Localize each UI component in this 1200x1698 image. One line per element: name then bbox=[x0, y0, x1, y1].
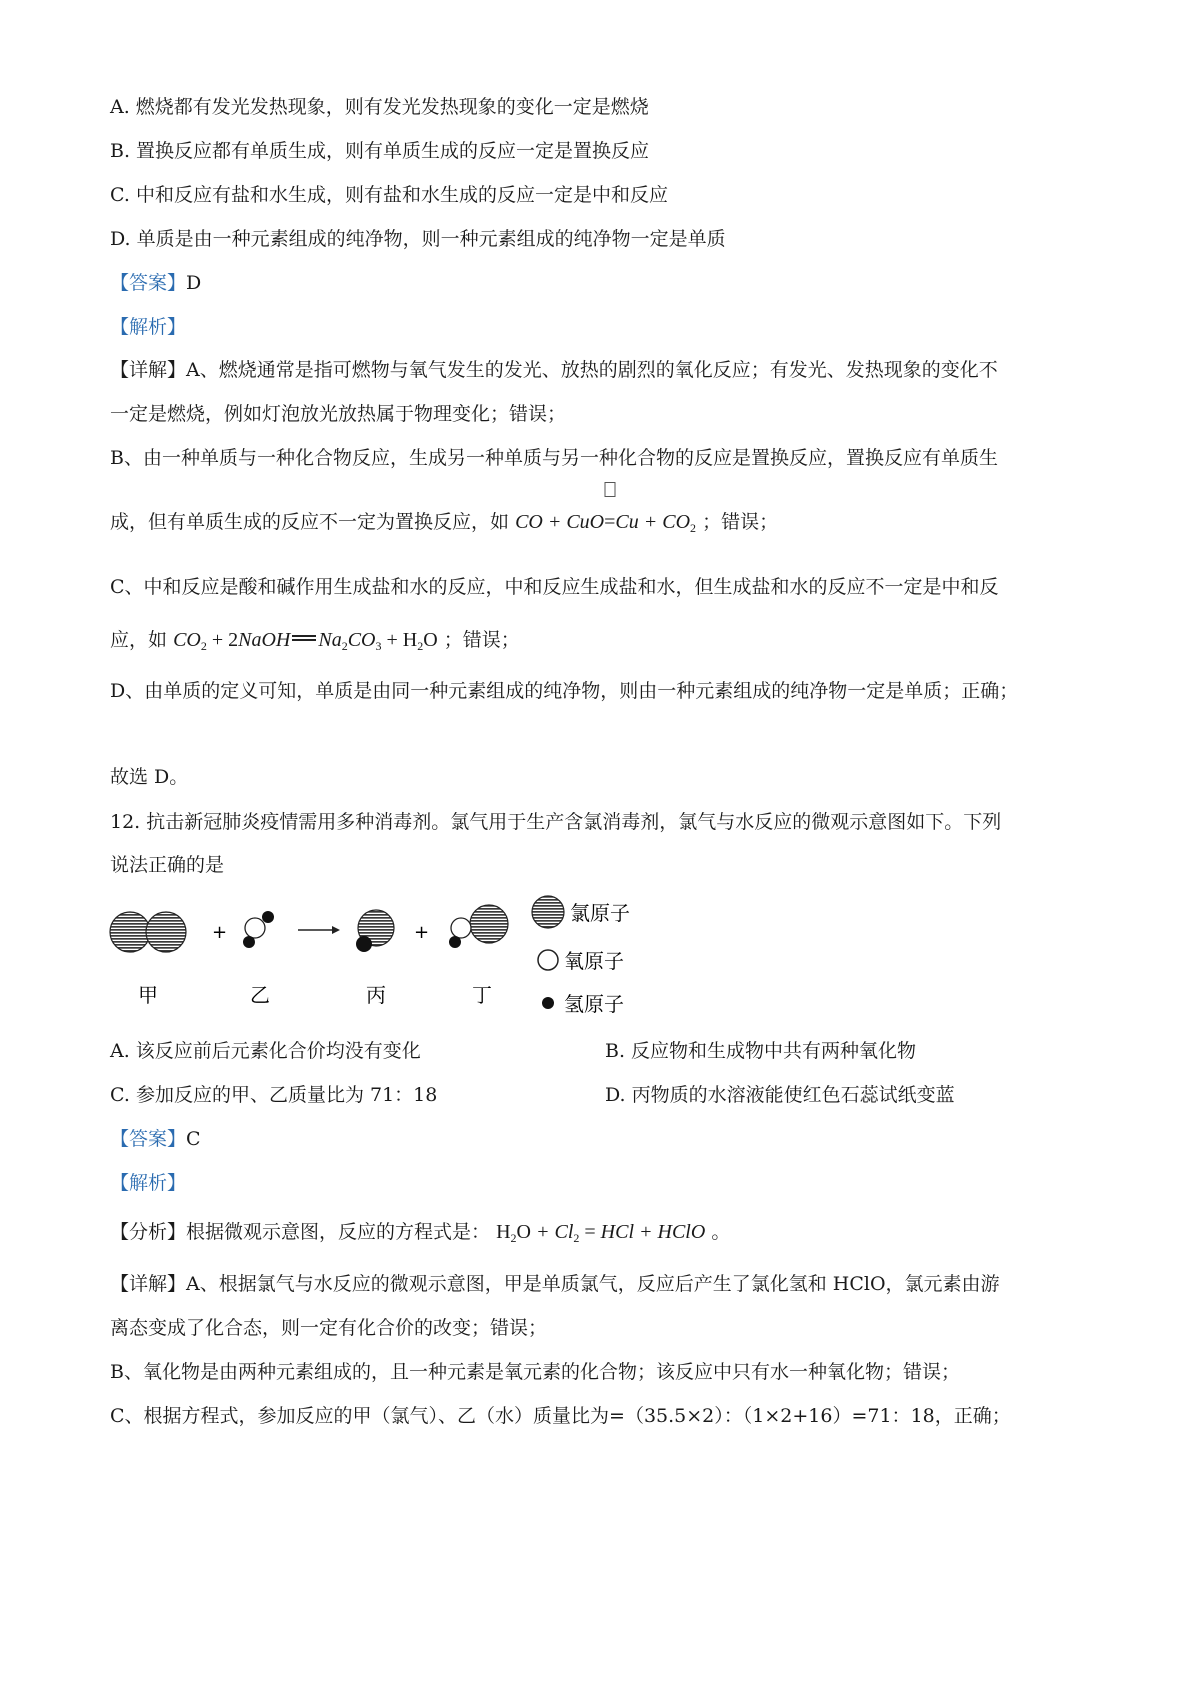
q11-detail-c-pre: 应，如 bbox=[110, 629, 168, 651]
q12-option-c: C. 参加反应的甲、乙质量比为 71：18 bbox=[110, 1084, 438, 1106]
molecule-jia bbox=[110, 912, 186, 952]
q12-answer-line bbox=[110, 1127, 201, 1151]
q11-detail-a-text1: A、燃烧通常是指可燃物与氧气发生的发光、放热的剧烈的氧化反应；有发光、发热现象的变化不 bbox=[186, 359, 998, 381]
svg-text:氯原子: 氯原子 bbox=[570, 901, 630, 925]
q12-option-b: B. 反应物和生成物中共有两种氧化物 bbox=[605, 1040, 917, 1062]
q12-detail-b: B、氧化物是由两种元素组成的，且一种元素是氧元素的化合物；该反应中只有水一种氧化物；错误； bbox=[110, 1361, 960, 1383]
label-jia: 甲 bbox=[138, 983, 158, 1007]
q12-stem-line2: 说法正确的是 bbox=[110, 854, 225, 876]
q12-fenxi-pre: 根据微观示意图，反应的方程式是： bbox=[186, 1221, 491, 1243]
svg-text:氢原子: 氢原子 bbox=[564, 992, 624, 1016]
legend-oxygen bbox=[538, 949, 624, 973]
q11-detail-a-line2: 一定是燃烧，例如灯泡放光放热属于物理变化；错误； bbox=[110, 403, 567, 425]
svg-text:氧原子: 氧原子 bbox=[564, 949, 624, 973]
q12-detail-tag: 【详解】 bbox=[110, 1273, 187, 1295]
q11-detail-c-post: ；错误； bbox=[443, 629, 520, 651]
legend-chlorine bbox=[532, 896, 630, 928]
q12-stem-line1: 12. 抗击新冠肺炎疫情需用多种消毒剂。氯气用于生产含氯消毒剂，氯气与水反应的微观示意图如下。下列 bbox=[110, 811, 1002, 833]
q12-detail-a-line1 bbox=[110, 1272, 1000, 1296]
label-ding: 丁 bbox=[472, 983, 492, 1007]
equation-co-cuo: CO + CuO $=Cu + CO_2$ bbox=[515, 511, 696, 533]
q11-detail-b-pre: 成，但有单质生成的反应不一定为置换反应，如 bbox=[110, 511, 510, 533]
q11-option-d: D. 单质是由一种元素组成的纯净物，则一种元素组成的纯净物一定是单质 bbox=[110, 228, 726, 250]
q11-detail-a-line1 bbox=[110, 358, 998, 382]
q11-detail-b-post: ；错误； bbox=[702, 511, 779, 533]
q12-answer-tag: 【答案】 bbox=[110, 1128, 187, 1150]
q12-answer: C bbox=[186, 1128, 201, 1150]
q11-option-c: C. 中和反应有盐和水生成，则有盐和水生成的反应一定是中和反应 bbox=[110, 184, 668, 206]
plus-sign-1: + bbox=[212, 922, 228, 943]
equation-co2-naoh: $CO_2$ + 2NaOH $Na_2CO_3 + H_2O$ bbox=[173, 629, 438, 653]
q12-detail-a-line2: 离态变成了化合态，则一定有化合价的改变；错误； bbox=[110, 1317, 548, 1339]
q11-detail-b-line2 bbox=[110, 510, 778, 534]
q11-answer-tag: 【答案】 bbox=[110, 272, 187, 294]
q12-option-a: A. 该反应前后元素化合价均没有变化 bbox=[110, 1040, 421, 1062]
molecule-yi bbox=[243, 911, 274, 948]
q11-answer: D bbox=[186, 272, 202, 294]
q12-fenxi-post: 。 bbox=[711, 1221, 731, 1243]
q12-option-d: D. 丙物质的水溶液能使红色石蕊试纸变蓝 bbox=[605, 1084, 955, 1106]
reaction-micro-diagram bbox=[108, 890, 668, 1020]
q11-answer-line bbox=[110, 271, 201, 295]
q12-detail-a-text1: A、根据氯气与水反应的微观示意图，甲是单质氯气，反应后产生了氯化氢和 HClO，氯元素由游 bbox=[186, 1273, 1000, 1295]
q12-fenxi-tag: 【分析】 bbox=[110, 1221, 187, 1243]
molecule-ding bbox=[449, 905, 508, 948]
q11-detail-d: D、由单质的定义可知，单质是由同一种元素组成的纯净物，则由一种元素组成的纯净物一定是单质；正确； bbox=[110, 680, 1019, 702]
q11-option-b: B. 置换反应都有单质生成，则有单质生成的反应一定是置换反应 bbox=[110, 140, 650, 162]
q12-fenxi-line bbox=[110, 1220, 730, 1244]
q11-analysis-tag: 【解析】 bbox=[110, 316, 187, 338]
q11-detail-b-line1: B、由一种单质与一种化合物反应，生成另一种单质与另一种化合物的反应是置换反应，置换反应有单质生 bbox=[110, 447, 998, 469]
q12-analysis-tag: 【解析】 bbox=[110, 1172, 187, 1194]
q11-option-a: A. 燃烧都有发光发热现象，则有发光发热现象的变化一定是燃烧 bbox=[110, 96, 649, 118]
legend-hydrogen bbox=[542, 992, 624, 1016]
q11-detail-c-line2 bbox=[110, 628, 520, 652]
q11-conclusion: 故选 D。 bbox=[110, 766, 189, 788]
plus-sign-2: + bbox=[414, 922, 430, 943]
reaction-arrow bbox=[298, 926, 340, 934]
equation-h2o-cl2: $H_2O + Cl_2$ = HCl + HClO bbox=[496, 1221, 706, 1245]
molecule-bing bbox=[356, 910, 394, 952]
q11-detail-c-line1: C、中和反应是酸和碱作用生成盐和水的反应，中和反应生成盐和水，但生成盐和水的反应不一定是中和反 bbox=[110, 576, 999, 598]
label-yi: 乙 bbox=[250, 983, 270, 1007]
label-bing: 丙 bbox=[366, 983, 386, 1007]
q12-detail-c: C、根据方程式，参加反应的甲（氯气）、乙（水）质量比为=（35.5×2）：（1×2+16）=71：18，正确； bbox=[110, 1405, 1011, 1427]
heating-condition-box bbox=[604, 482, 615, 497]
q11-detail-tag: 【详解】 bbox=[110, 359, 187, 381]
